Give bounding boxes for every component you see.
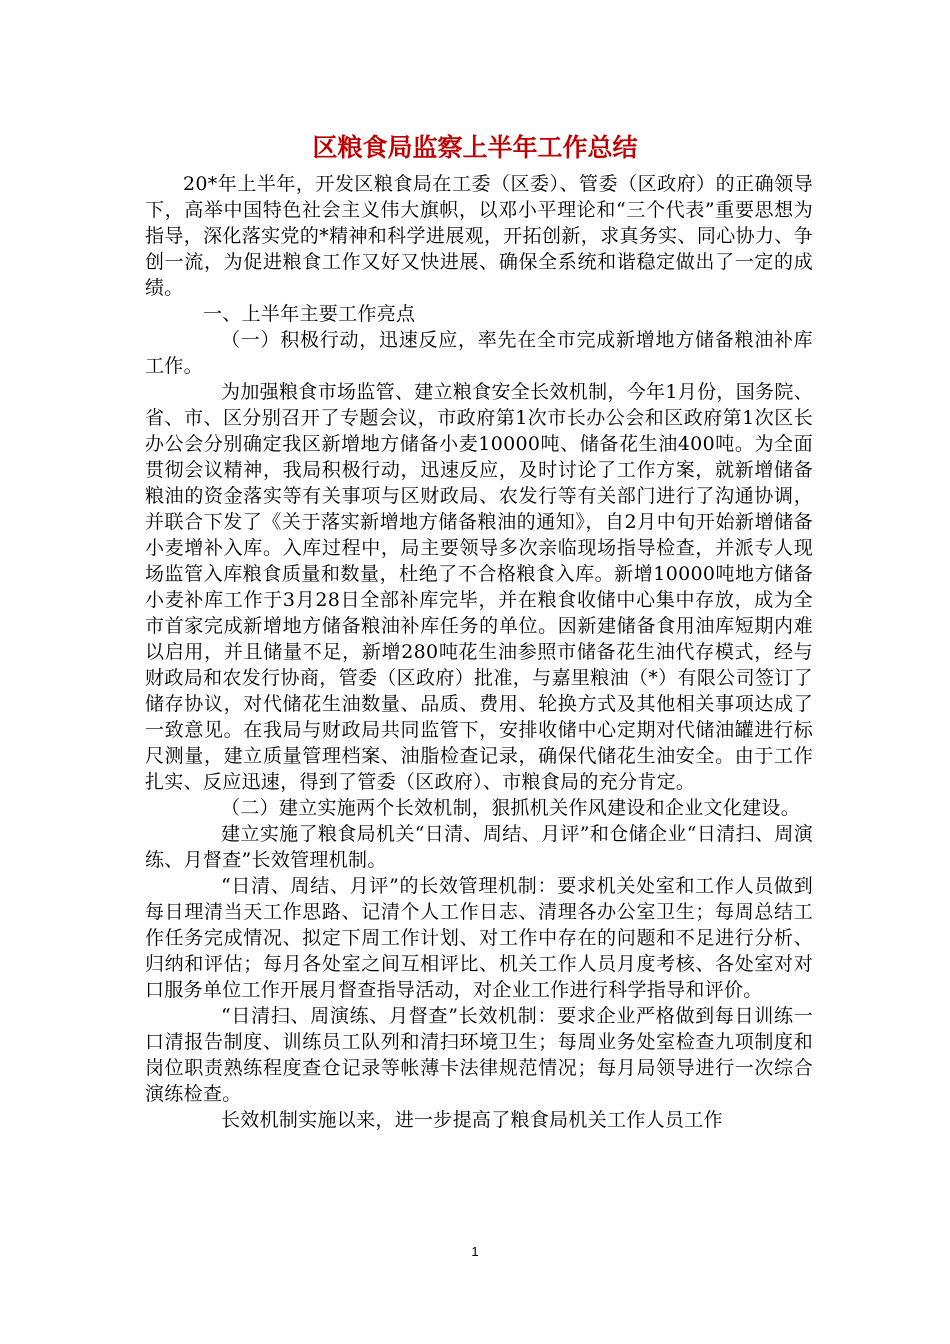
body-paragraph: 为加强粮食市场监管、建立粮食安全长效机制，今年1月份，国务院、省、市、区分别召开了专题会议，市政府第1次市长办公会和区政府第1次区长办公会分别确定我区新增地方储备小麦10000吨、储备花生油400吨。为全面贯彻会议精神，我局积极行动，迅速反应，及时讨论了工作方案，就新增储备粮油的资金落实等有关事项与区财政局、农发行等有关部门进行了沟通协调，并联合下发了《关于落实新增地方储备粮油的通知》，自2月中旬开始新增储备小麦增补入库。入库过程中，局主要领导多次亲临现场指导检查，并派专人现场监管入库粮食质量和数量，杜绝了不合格粮食入库。新增10000吨地方储备小麦补库工作于3月28日全部补库完毕，并在粮食收储中心集中存放，成为全市首家完成新增地方储备粮油补库任务的单位。因新建储备食用油库短期内难以启用，并且储量不足，新增280吨花生油参照市储备花生油代存模式，经与财政局和农发行协商，管委（区政府）批准，与嘉里粮油（*）有限公司签订了储存协议，对代储花生油数量、品质、费用、轮换方式及其他相关事项达成了一致意见。在我局与财政局共同监管下，安排收储中心定期对代储油罐进行标尺测量，建立质量管理档案、油脂检查记录，确保代储花生油安全。由于工作扎实、反应迅速，得到了管委（区政府）、市粮食局的充分肯定。 [145, 381, 813, 793]
body-paragraph: （一）积极行动，迅速反应，率先在全市完成新增地方储备粮油补库工作。 [145, 329, 813, 377]
body-paragraph: （二）建立实施两个长效机制，狠抓机关作风建设和企业文化建设。 [221, 797, 801, 819]
body-paragraph: 一、上半年主要工作亮点 [203, 303, 416, 325]
body-paragraph: 20*年上半年，开发区粮食局在工委（区委）、管委（区政府）的正确领导下，高举中国特色社会主义伟大旗帜，以邓小平理论和“三个代表”重要思想为指导，深化落实党的*精神和科学进展观，开拓创新，求真务实、同心协力、争创一流，为促进粮食工作又好又快进展、确保全系统和谐稳定做出了一定的成绩。 [145, 173, 813, 299]
body-paragraph: “日清、周结、月评”的长效管理机制：要求机关处室和工作人员做到每日理清当天工作思路、记清个人工作日志、清理各办公室卫生；每周总结工作任务完成情况、拟定下周工作计划、对工作中存在的问题和不足进行分析、归纳和评估；每月各处室之间互相评比、机关工作人员月度考核、各处室对对口服务单位工作开展月督查指导活动，对企业工作进行科学指导和评价。 [145, 875, 813, 1001]
page-number: 1 [471, 1244, 479, 1259]
body-paragraph: 长效机制实施以来，进一步提高了粮食局机关工作人员工作 [221, 1109, 723, 1131]
body-paragraph: “日清扫、周演练、月督查”长效机制：要求企业严格做到每日训练一口清报告制度、训练员工队列和清扫环境卫生；每周业务处室检查九项制度和岗位职责熟练程度查仓记录等帐薄卡法律规范情况；每月局领导进行一次综合演练检查。 [145, 1005, 813, 1105]
document-title: 区粮食局监察上半年工作总结 [312, 133, 638, 162]
body-paragraph: 建立实施了粮食局机关“日清、周结、月评”和仓储企业“日清扫、周演练、月督查”长效管理机制。 [145, 823, 813, 871]
document-body [145, 171, 813, 1133]
